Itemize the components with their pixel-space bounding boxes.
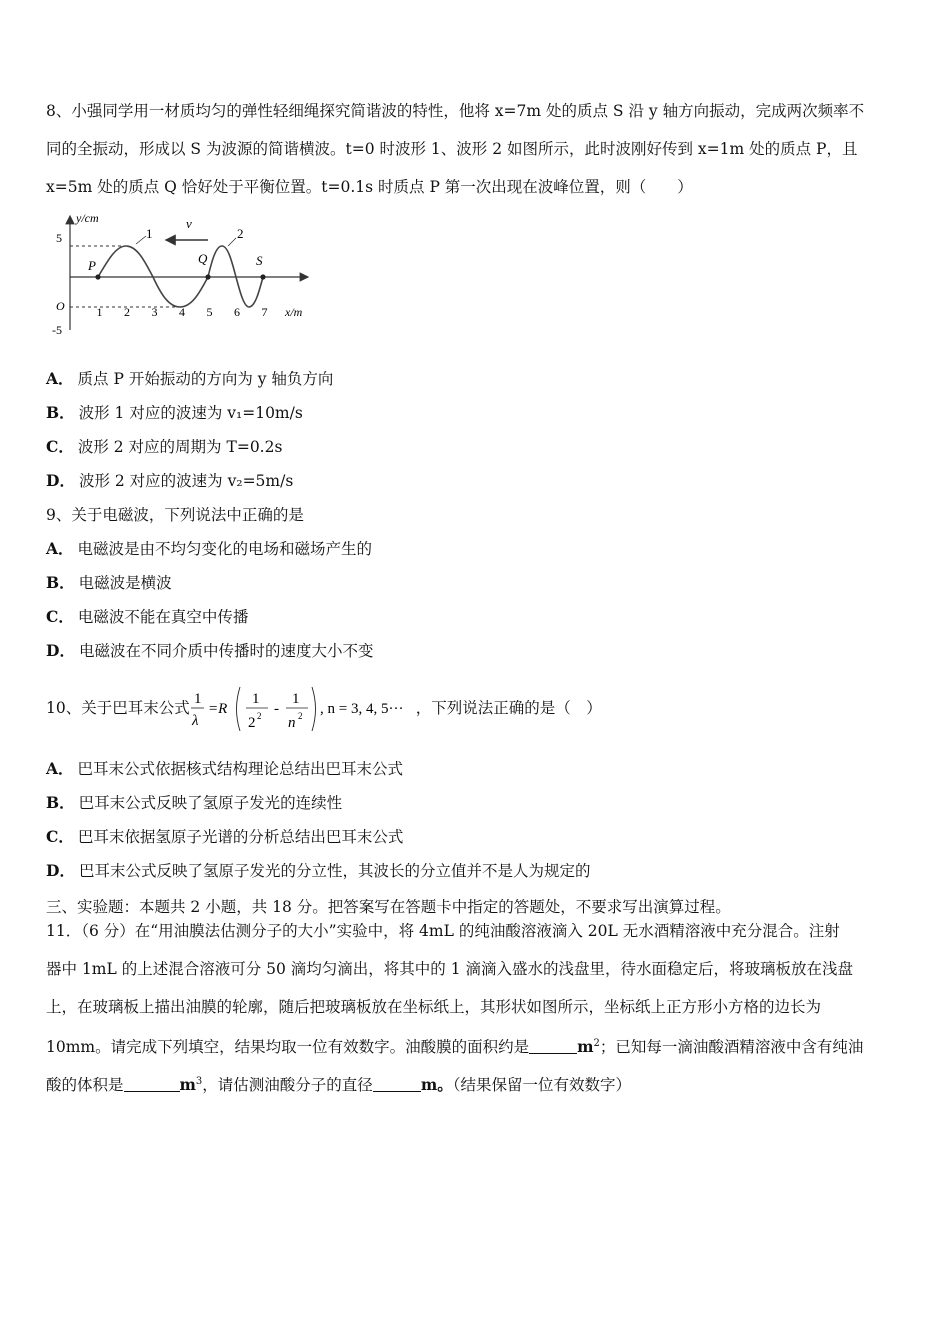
x-tick-label: 5 xyxy=(206,305,213,319)
f1-exp: 2 xyxy=(256,711,262,721)
q11-line-4 xyxy=(46,1034,863,1057)
volume-unit: m xyxy=(179,1075,196,1095)
label-P: P xyxy=(88,258,96,273)
q11-line-3: 上，在玻璃板上描出油膜的轮廓，随后把玻璃板放在坐标纸上，其形状如图所示，坐标纸上正方形小方格的边长为 xyxy=(46,998,822,1016)
q8-option-b[interactable] xyxy=(46,403,303,423)
q11-line-5 xyxy=(46,1072,631,1095)
option-key: D． xyxy=(46,471,75,490)
q10-stem-suffix: ，下列说法正确的是（ ） xyxy=(415,699,602,717)
x-ticks xyxy=(97,305,268,319)
area-answer-blank[interactable] xyxy=(529,1037,577,1054)
wave-figure xyxy=(46,208,326,338)
f1-den: 2 xyxy=(247,715,256,731)
option-key: C． xyxy=(46,437,74,456)
wave2-leader xyxy=(228,238,236,246)
q10-stem xyxy=(46,680,602,736)
right-paren xyxy=(312,687,316,731)
q8-line-1: 8、小强同学用一材质均匀的弹性轻细绳探究简谐波的特性，他将 x=7m 处的质点 S 沿 y 轴方向振动，完成两次频率不 xyxy=(46,102,865,120)
q9-option-a[interactable] xyxy=(46,539,372,559)
option-text: 质点 P 开始振动的方向为 y 轴负方向 xyxy=(77,370,334,388)
volume-unit-exp: 3 xyxy=(195,1076,203,1087)
q11-line-2: 器中 1mL 的上述混合溶液可分 50 滴均匀滴出，将其中的 1 滴滴入盛水的浅盘里，待水面稳定后，将玻璃板放在浅盘 xyxy=(46,960,854,978)
q11-line4-text: 10mm。请完成下列填空，结果均取一位有效数字。油酸膜的面积约是 xyxy=(46,1038,530,1057)
option-text: 电磁波是由不均匀变化的电场和磁场产生的 xyxy=(77,540,373,558)
q11-line5-note: （结果保留一位有效数字） xyxy=(452,1076,631,1095)
point-Q xyxy=(205,274,210,279)
section-3-title: 三、实验题：本题共 2 小题，共 18 分。把答案写在答题卡中指定的答题处，不要求写出演算过程。 xyxy=(46,898,731,916)
q11-line-1: 11．（6 分）在“用油膜法估测分子的大小”实验中，将 4mL 的纯油酸溶液滴入 20L 无水酒精溶液中充分混合。注射 xyxy=(46,922,840,940)
option-key: B． xyxy=(46,573,75,592)
y-axis-label: y/cm xyxy=(76,211,99,225)
diameter-answer-blank[interactable] xyxy=(373,1075,421,1092)
point-S xyxy=(260,274,265,279)
option-text: 巴耳末公式依据核式结构理论总结出巴耳末公式 xyxy=(77,760,404,778)
wave1-leader xyxy=(136,236,146,244)
wave1-label: 1 xyxy=(146,226,153,241)
q8-option-d[interactable] xyxy=(46,471,293,491)
q8-option-a[interactable] xyxy=(46,369,333,389)
x-tick-label: 7 xyxy=(261,305,268,319)
option-text: 波形 1 对应的波速为 v₁=10m/s xyxy=(78,404,303,422)
q10-option-c[interactable] xyxy=(46,827,403,847)
f1-num: 1 xyxy=(251,691,260,707)
velocity-label: v xyxy=(186,216,192,231)
q9-option-b[interactable] xyxy=(46,573,172,593)
option-key: C． xyxy=(46,607,74,626)
lhs-den: λ xyxy=(191,713,199,729)
option-key: B． xyxy=(46,793,75,812)
x-tick-label: 2 xyxy=(124,305,130,319)
origin-label: O xyxy=(56,299,65,313)
q11-line4-text-b: ；已知每一滴油酸酒精溶液中含有纯油 xyxy=(599,1038,864,1057)
x-tick-label: 4 xyxy=(179,305,185,319)
point-P xyxy=(95,274,100,279)
option-key: C． xyxy=(46,827,74,846)
x-tick-label: 3 xyxy=(151,305,158,319)
formula-tail: , n = 3, 4, 5··· xyxy=(319,701,404,717)
option-text: 电磁波不能在真空中传播 xyxy=(77,608,249,626)
area-unit-exp: 2 xyxy=(593,1038,600,1049)
option-text: 波形 2 对应的波速为 v₂=5m/s xyxy=(78,472,294,490)
option-text: 巴耳末依据氢原子光谱的分析总结出巴耳末公式 xyxy=(77,828,404,846)
label-Q: Q xyxy=(198,251,208,266)
option-text: 电磁波在不同介质中传播时的速度大小不变 xyxy=(78,642,374,660)
option-key: A． xyxy=(46,369,74,388)
option-key: B． xyxy=(46,403,75,422)
option-key: A． xyxy=(46,539,74,558)
area-unit: m xyxy=(577,1037,594,1057)
q11-line5-text-b: ，请估测油酸分子的直径 xyxy=(202,1076,373,1095)
lhs-num: 1 xyxy=(193,691,202,707)
left-paren xyxy=(236,687,240,731)
formula-minus: - xyxy=(273,701,279,717)
option-text: 巴耳末公式反映了氢原子发光的连续性 xyxy=(78,794,343,812)
balmer-formula xyxy=(190,681,416,737)
q10-option-d[interactable] xyxy=(46,861,590,881)
volume-answer-blank[interactable] xyxy=(124,1075,180,1092)
wave2-label: 2 xyxy=(237,226,244,241)
option-text: 电磁波是横波 xyxy=(78,574,172,592)
option-key: A． xyxy=(46,759,74,778)
y-tick-bottom: -5 xyxy=(52,323,62,337)
option-key: D． xyxy=(46,641,75,660)
q9-option-c[interactable] xyxy=(46,607,248,627)
x-tick-label: 1 xyxy=(96,305,103,319)
q11-line5-text: 酸的体积是 xyxy=(46,1076,124,1095)
f2-exp: 2 xyxy=(297,711,303,721)
label-S: S xyxy=(256,253,263,268)
q10-option-b[interactable] xyxy=(46,793,342,813)
x-tick-label: 6 xyxy=(234,305,240,319)
diameter-unit: m。 xyxy=(420,1075,453,1095)
q9-stem: 9、关于电磁波，下列说法中正确的是 xyxy=(46,506,304,524)
q8-option-c[interactable] xyxy=(46,437,282,457)
y-tick-top: 5 xyxy=(56,231,62,245)
q8-line-2: 同的全振动，形成以 S 为波源的简谐横波。t=0 时波形 1、波形 2 如图所示，此时波刚好传到 x=1m 处的质点 P，且 xyxy=(46,140,858,158)
q10-stem-prefix: 10、关于巴耳末公式 xyxy=(46,699,190,717)
q8-line-3: x=5m 处的质点 Q 恰好处于平衡位置。t=0.1s 时质点 P 第一次出现在波峰位置，则（ ） xyxy=(46,178,693,196)
f2-num: 1 xyxy=(291,691,300,707)
q9-option-d[interactable] xyxy=(46,641,373,661)
q10-option-a[interactable] xyxy=(46,759,403,779)
formula-eq: =R xyxy=(207,701,228,717)
f2-den: n xyxy=(287,715,296,731)
option-key: D． xyxy=(46,861,75,880)
x-axis-label: x/m xyxy=(285,305,303,319)
option-text: 巴耳末公式反映了氢原子发光的分立性，其波长的分立值并不是人为规定的 xyxy=(78,862,591,880)
option-text: 波形 2 对应的周期为 T=0.2s xyxy=(77,438,283,456)
